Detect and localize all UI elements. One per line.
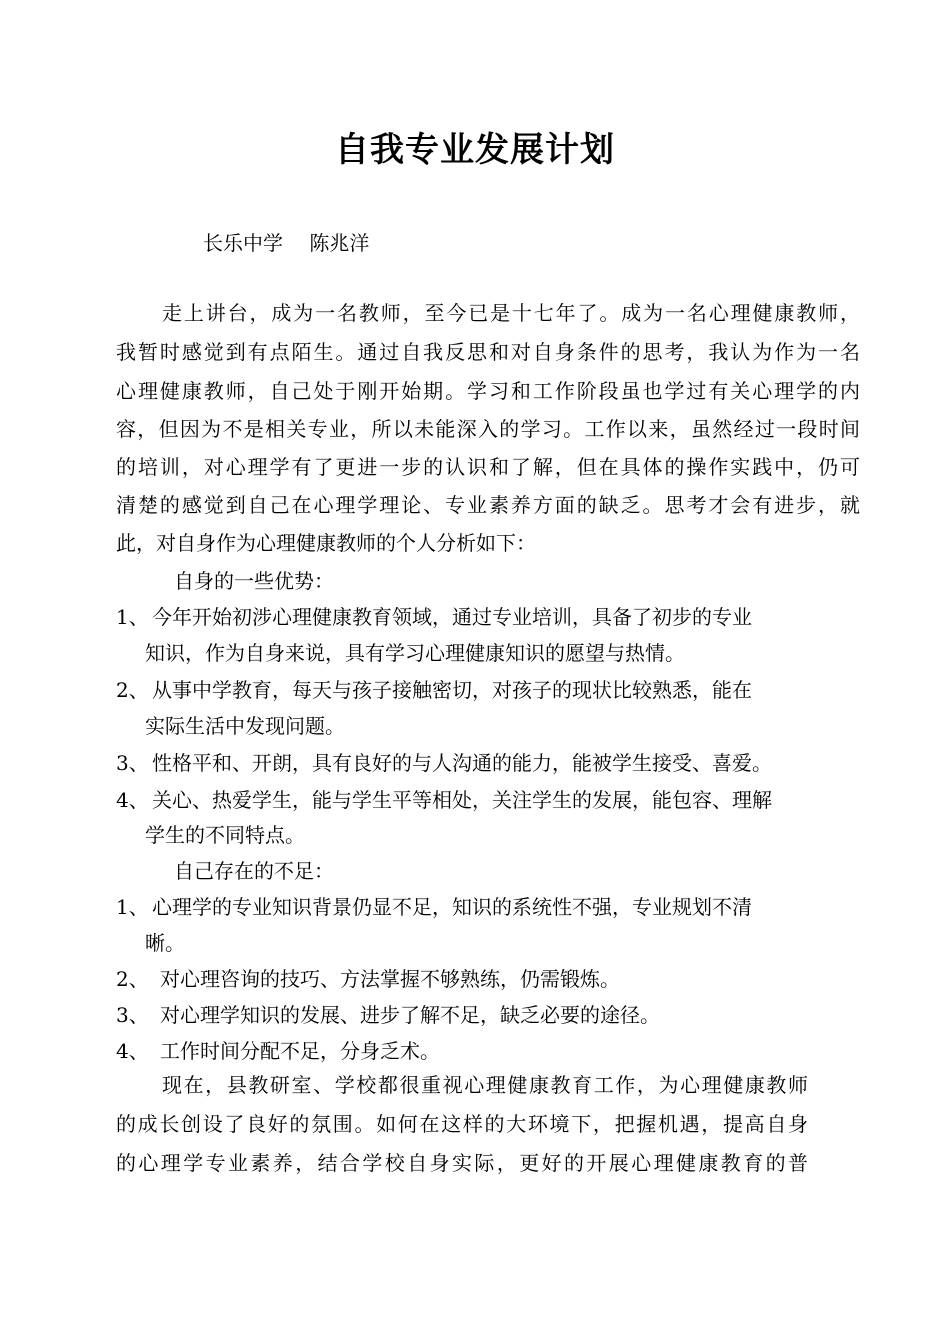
item-text: 对心理咨询的技巧、方法掌握不够熟练，仍需锻炼。: [160, 967, 620, 991]
intro-line: 清楚的感觉到自己在心理学理论、专业素养方面的缺乏。思考才会有进步，就: [116, 493, 860, 517]
author-line: 长乐中学 陈兆洋: [203, 231, 370, 255]
item-number: 3、: [116, 1003, 149, 1027]
intro-line: 容，但因为不是相关专业，所以未能深入的学习。工作以来，虽然经过一段时间: [116, 417, 860, 441]
item-text: 今年开始初涉心理健康教育领域，通过专业培训，具备了初步的专业: [152, 605, 752, 629]
weakness-item-continued: 晰。: [145, 931, 185, 955]
item-text: 性格平和、开朗，具有良好的与人沟通的能力，能被学生接受、喜爱。: [152, 751, 772, 775]
item-number: 2、: [116, 967, 149, 991]
item-text: 对心理学知识的发展、进步了解不足，缺乏必要的途径。: [160, 1003, 660, 1027]
closing-line: 的心理学专业素养，结合学校自身实际，更好的开展心理健康教育的普: [116, 1151, 808, 1175]
item-number: 1、: [116, 605, 149, 629]
strength-item: [116, 602, 752, 632]
strength-item: [116, 675, 752, 705]
document-title: 自我专业发展计划: [335, 130, 615, 170]
item-number: 2、: [116, 678, 149, 702]
item-text: 关心、热爱学生，能与学生平等相处，关注学生的发展，能包容、理解: [152, 788, 772, 812]
intro-line: 的培训，对心理学有了更进一步的认识和了解，但在具体的操作实践中，仍可: [116, 455, 860, 479]
weakness-item: [116, 1000, 660, 1030]
weakness-item: [116, 892, 752, 922]
intro-line: 我暂时感觉到有点陌生。通过自我反思和对自身条件的思考，我认为作为一名: [116, 340, 860, 364]
strengths-heading: 自身的一些优势：: [174, 569, 334, 593]
strength-item-continued: 实际生活中发现问题。: [145, 714, 345, 738]
item-number: 1、: [116, 895, 149, 919]
strength-item-continued: 知识，作为自身来说，具有学习心理健康知识的愿望与热情。: [145, 641, 685, 665]
strength-item: [116, 785, 772, 815]
item-number: 3、: [116, 751, 149, 775]
intro-line: 心理健康教师，自己处于刚开始期。学习和工作阶段虽也学过有关心理学的内: [116, 379, 860, 403]
weaknesses-heading: 自己存在的不足：: [174, 859, 334, 883]
strength-item-continued: 学生的不同特点。: [145, 823, 305, 847]
weakness-item: [116, 964, 620, 994]
item-text: 心理学的专业知识背景仍显不足，知识的系统性不强，专业规划不清: [152, 895, 752, 919]
strength-item: [116, 748, 772, 778]
item-text: 从事中学教育，每天与孩子接触密切，对孩子的现状比较熟悉，能在: [152, 678, 752, 702]
intro-line: 走上讲台，成为一名教师，至今已是十七年了。成为一名心理健康教师，: [162, 301, 860, 325]
item-number: 4、: [116, 788, 149, 812]
item-text: 工作时间分配不足，分身乏术。: [160, 1039, 440, 1063]
intro-line: 此，对自身作为心理健康教师的个人分析如下：: [116, 531, 536, 555]
item-number: 4、: [116, 1039, 149, 1063]
weakness-item: [116, 1036, 440, 1066]
closing-line: 现在，县教研室、学校都很重视心理健康教育工作，为心理健康教师: [162, 1073, 808, 1097]
closing-line: 的成长创设了良好的氛围。如何在这样的大环境下，把握机遇，提高自身: [116, 1112, 808, 1136]
